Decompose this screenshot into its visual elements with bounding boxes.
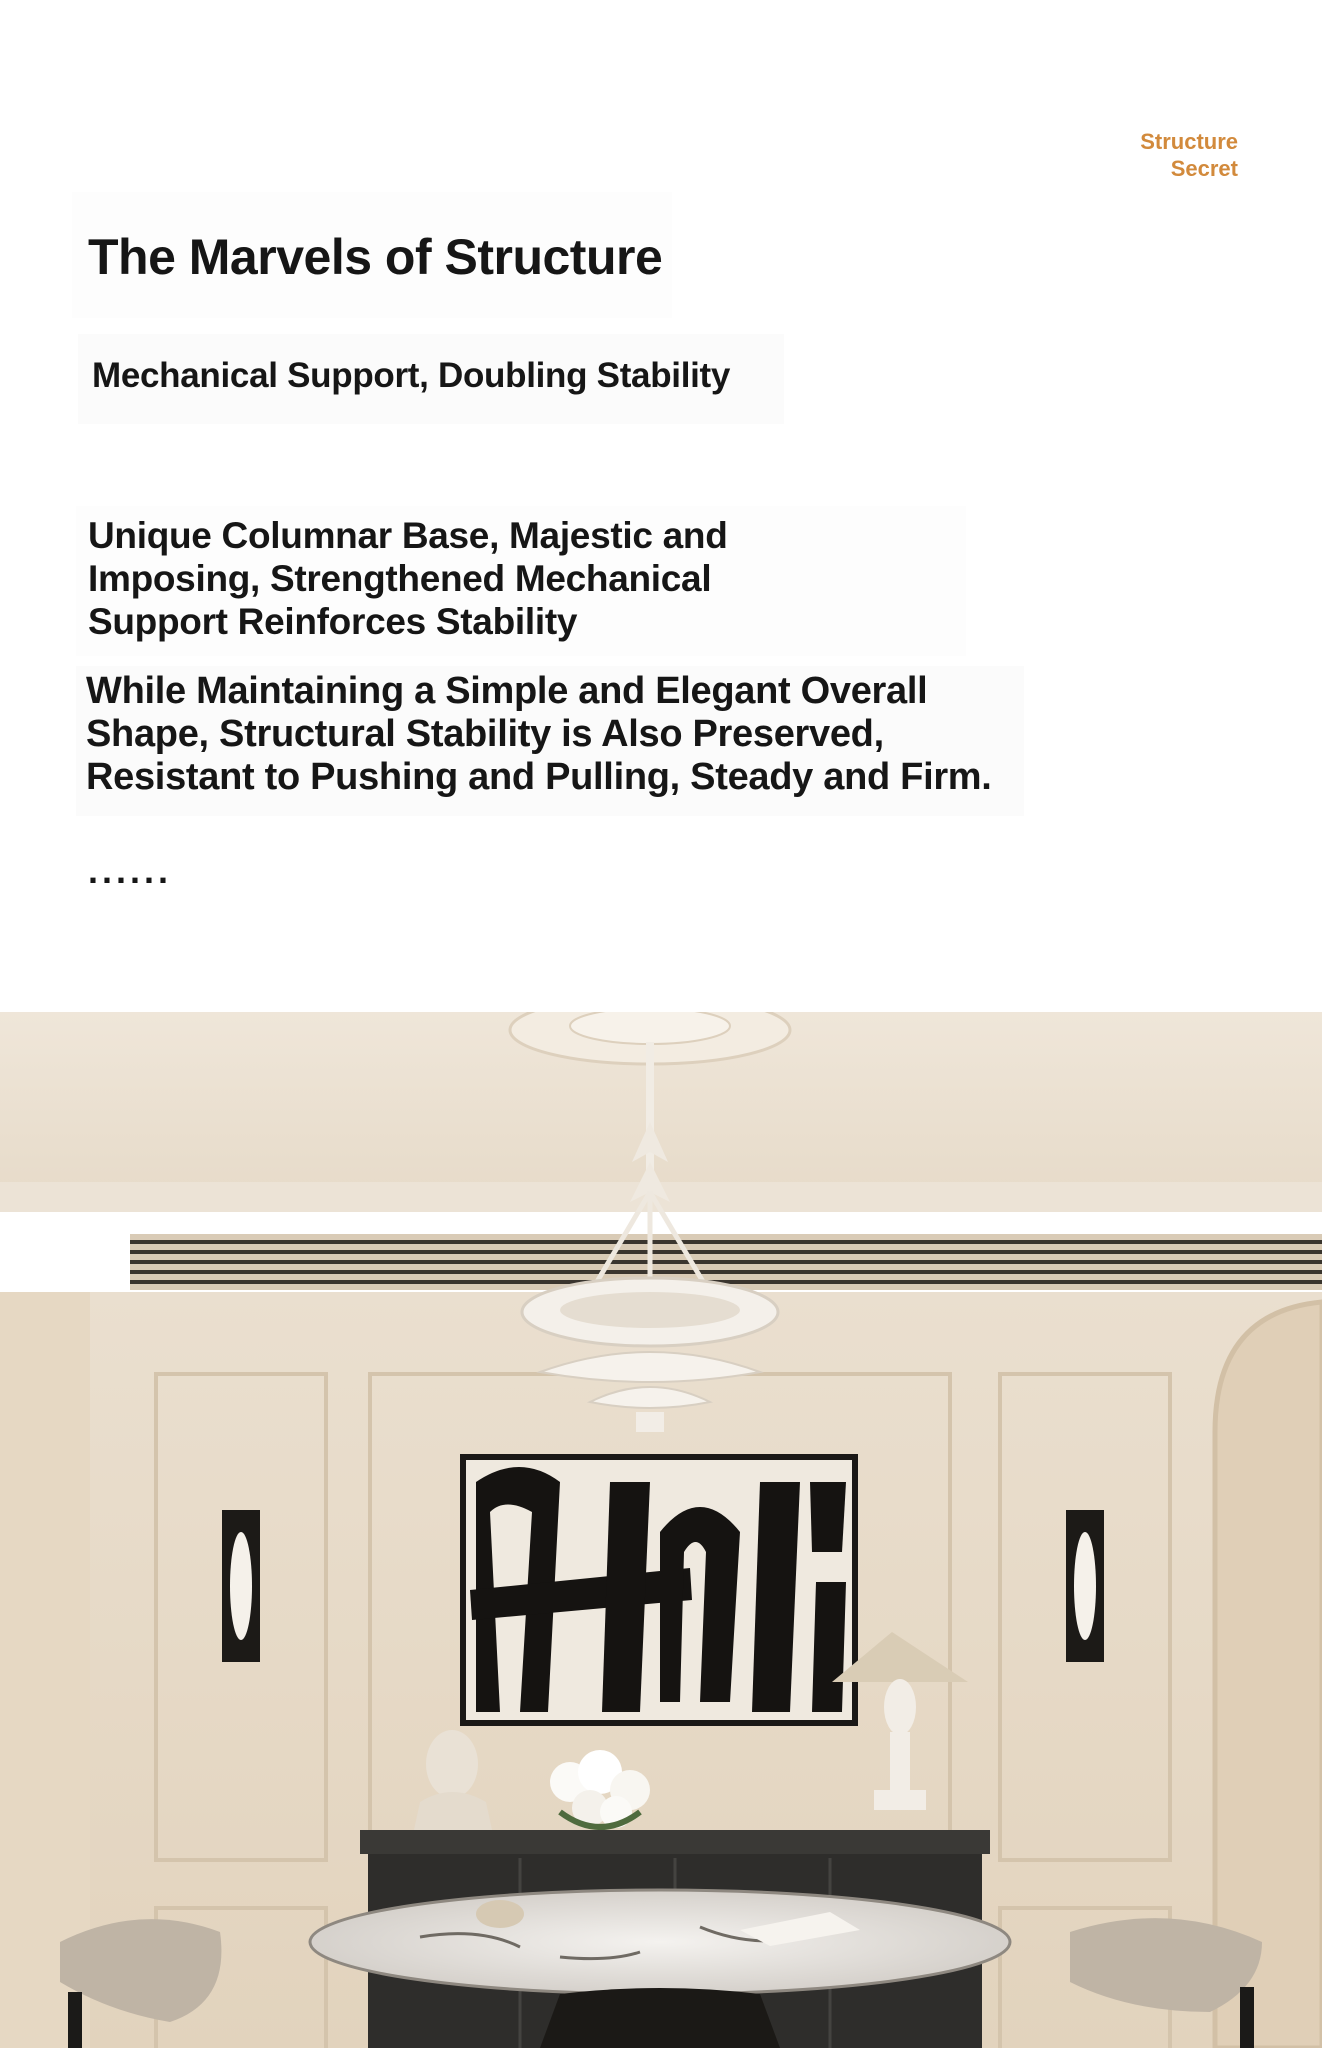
paragraph-2-line2: Shape, Structural Stability is Also Preserved,: [86, 713, 884, 755]
corner-label-line2: Secret: [1170, 156, 1238, 181]
paragraph-2: [86, 670, 1086, 799]
ellipsis: ......: [88, 850, 173, 891]
paragraph-1-line2: Imposing, Strengthened Mechanical: [88, 558, 712, 599]
dining-room-photo: [0, 1012, 1322, 2048]
paragraph-1-line1: Unique Columnar Base, Majestic and: [88, 515, 728, 556]
paragraph-1-line3: Support Reinforces Stability: [88, 601, 578, 642]
page-subtitle: Mechanical Support, Doubling Stability: [92, 356, 731, 395]
paragraph-2-line1: While Maintaining a Simple and Elegant Overall: [86, 670, 928, 712]
paragraph-2-line3: Resistant to Pushing and Pulling, Steady and Firm.: [86, 756, 992, 798]
paragraph-1: [88, 514, 908, 643]
page-title: The Marvels of Structure: [88, 229, 663, 285]
structure-secret-label: [1140, 128, 1238, 182]
corner-label-line1: Structure: [1140, 129, 1238, 154]
wall-sconce-right: [1066, 1510, 1104, 1662]
wall-sconce-left: [222, 1510, 260, 1662]
air-vent: [130, 1234, 1322, 1290]
abstract-artwork: [460, 1454, 858, 1726]
